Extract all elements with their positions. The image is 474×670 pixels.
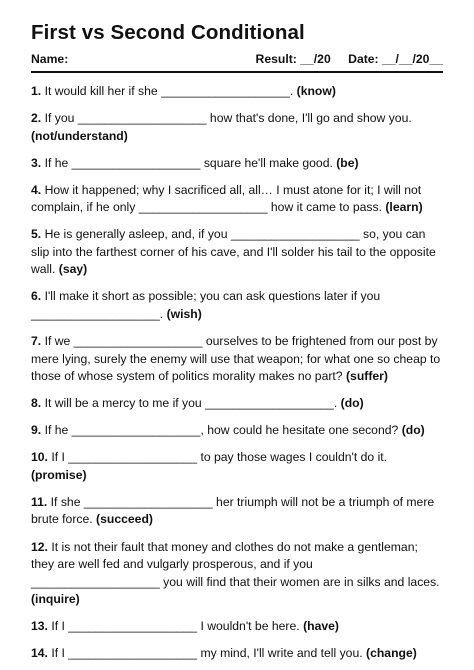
question-item (31, 155, 443, 173)
question-number: 6. (31, 289, 42, 304)
question-item (31, 333, 443, 386)
result-label: Result: __/20 (255, 52, 331, 66)
question-number: 9. (31, 423, 42, 438)
question-verb: (know) (296, 84, 336, 98)
question-item (31, 83, 443, 101)
question-item (31, 449, 443, 484)
page-title: First vs Second Conditional (31, 21, 305, 44)
header-divider (31, 71, 443, 73)
question-text: I'll make it short as possible; you can ask questions later if you ___________________. (31, 289, 381, 321)
question-verb: (do) (401, 423, 425, 438)
question-number: 13. (31, 619, 48, 634)
question-text: It would kill her if she ___________________. (44, 84, 294, 98)
question-verb: (suffer) (345, 369, 388, 384)
question-text: It is not their fault that money and clothes do not make a gentleman; they are well fed and vulgarly prosperous, and if you ___________________ you will find that their women are in silks and laces. (31, 539, 440, 589)
question-item (31, 539, 443, 609)
worksheet-meta (31, 52, 443, 67)
date-label: Date: __/__/20__ (348, 52, 443, 66)
question-item (31, 618, 443, 636)
question-list (31, 83, 443, 663)
question-number: 3. (31, 155, 42, 170)
question-number: 4. (31, 182, 42, 197)
meta-right (256, 52, 443, 67)
question-text: If you ___________________ how that's done, I'll go and show you. (44, 111, 412, 126)
question-text: If he ___________________ square he'll make good. (44, 155, 333, 170)
question-text: If she ___________________ her triumph will not be a triumph of mere brute force. (31, 494, 435, 527)
question-item (31, 494, 443, 529)
question-number: 5. (31, 227, 42, 242)
question-text: If he ___________________, how could he hesitate one second? (44, 423, 399, 438)
question-verb: (promise) (31, 467, 87, 482)
question-text: It will be a mercy to me if you ___________________. (44, 396, 338, 411)
question-item (31, 422, 443, 440)
question-verb: (have) (303, 619, 339, 634)
question-item (31, 645, 443, 663)
question-number: 8. (31, 396, 42, 411)
question-text: How it happened; why I sacrificed all, all… I must atone for it; I will not complain, if he only ___________________ how it came to pass. (31, 182, 422, 215)
question-verb: (succeed) (96, 512, 153, 527)
question-number: 2. (31, 111, 42, 126)
question-number: 11. (31, 494, 48, 509)
question-item (31, 226, 443, 279)
question-verb: (wish) (166, 306, 202, 321)
question-text: He is generally asleep, and, if you ___________________ so, you can slip into the farthest corner of his cave, and I'll solder his tail to the opposite wall. (31, 227, 436, 277)
question-number: 12. (31, 539, 48, 554)
question-text: If I ___________________ my mind, I'll write and tell you. (51, 646, 363, 661)
question-verb: (change) (366, 646, 417, 661)
question-verb: (say) (58, 262, 88, 277)
name-label: Name: (31, 52, 69, 66)
question-text: If I ___________________ I wouldn't be here. (51, 619, 300, 634)
question-item (31, 288, 443, 323)
question-verb: (be) (336, 155, 359, 170)
question-verb: (do) (340, 396, 364, 411)
question-text: If I ___________________ to pay those wages I couldn't do it. (51, 450, 388, 465)
question-number: 10. (31, 450, 48, 465)
question-item (31, 182, 443, 217)
question-item (31, 110, 443, 145)
question-verb: (not/understand) (31, 128, 128, 143)
question-item (31, 395, 443, 413)
question-text: If we ___________________ ourselves to be frightened from our post by mere lying, surely the enemy will use that weapon; for what one so cheap to those of whose system of politics morality makes no part? (31, 334, 441, 384)
question-number: 1. (31, 84, 42, 98)
question-number: 14. (31, 646, 48, 661)
question-verb: (inquire) (31, 592, 80, 607)
question-number: 7. (31, 334, 42, 349)
question-verb: (learn) (385, 200, 423, 215)
